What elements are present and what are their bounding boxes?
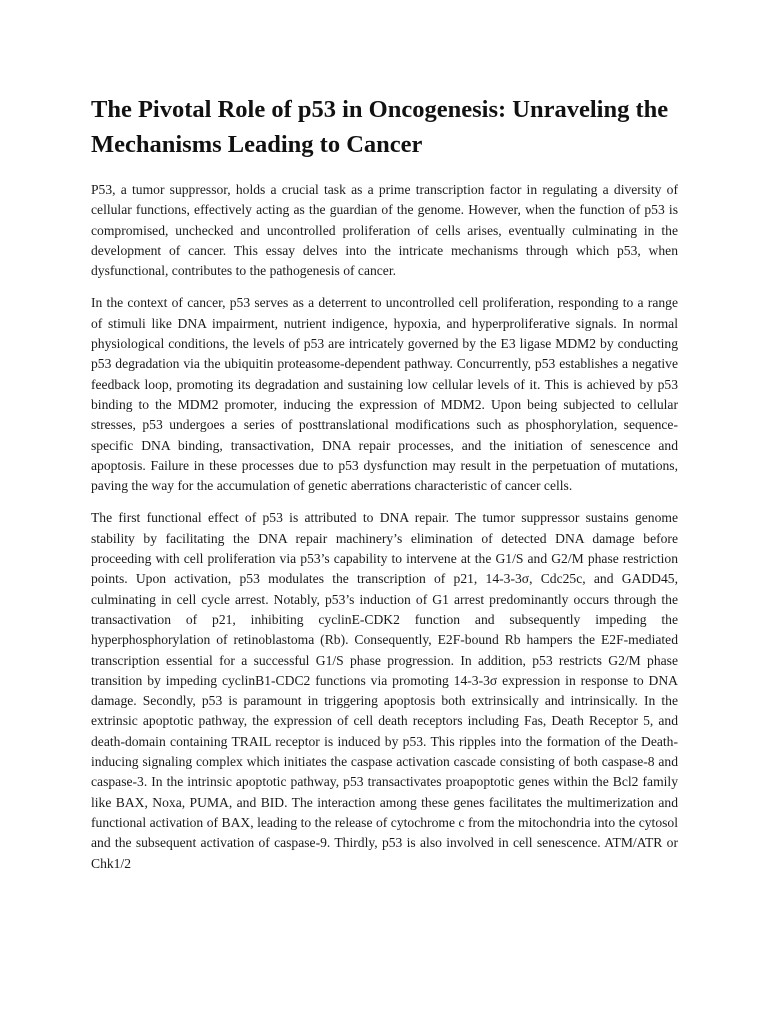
paragraph-functional-effects: The first functional effect of p53 is attributed to DNA repair. The tumor suppressor sustains genome stability by facilitating the DNA repair machinery’s elimination of detected DNA damage before proceeding with cell proliferation via p53’s capability to intervene at the G1/S and G2/M phase restriction points. Upon activation, p53 modulates the transcription of p21, 14-3-3σ, Cdc25c, and GADD45, culminating in cell cycle arrest. Notably, p53’s induction of G1 arrest predominantly occurs through the transactivation of p21, inhibiting cyclinE-CDK2 function and subsequently impeding the hyperphosphorylation of retinoblastoma (Rb). Consequently, E2F-bound Rb hampers the E2F-mediated transcription essential for a successful G1/S phase progression. In addition, p53 restricts G2/M phase transition by impeding cyclinB1-CDC2 functions via promoting 14-3-3σ expression in response to DNA damage. Secondly, p53 is paramount in triggering apoptosis both extrinsically and intrinsically. In the extrinsic apoptotic pathway, the expression of cell death receptors including Fas, Death Receptor 5, and death-domain containing TRAIL receptor is induced by p53. This ripples into the formation of the Death-inducing signaling complex which initiates the caspase activation cascade consisting of both caspase-8 and caspase-3. In the intrinsic apoptotic pathway, p53 transactivates proapoptotic genes within the Bcl2 family like BAX, Noxa, PUMA, and BID. The interaction among these genes facilitates the multimerization and functional activation of BAX, leading to the release of cytochrome c from the mitochondria into the cytosol and the subsequent activation of caspase-9. Thirdly, p53 is also involved in cell senescence. ATM/ATR or Chk1/2 — [91, 510, 678, 871]
document-page — [91, 92, 678, 886]
paragraph-introduction: P53, a tumor suppressor, holds a crucial task as a prime transcription factor in regulating a diversity of cellular functions, effectively acting as the guardian of the genome. However, when the function of p53 is compromised, unchecked and uncontrolled proliferation of cells arises, eventually culminating in the development of cancer. This essay delves into the intricate mechanisms through which p53, when dysfunctional, contributes to the pathogenesis of cancer. — [91, 182, 678, 279]
document-title: The Pivotal Role of p53 in Oncogenesis: Unraveling the Mechanisms Leading to Cancer — [91, 96, 669, 158]
paragraph-context: In the context of cancer, p53 serves as a deterrent to uncontrolled cell proliferation, responding to a range of stimuli like DNA impairment, nutrient indigence, hypoxia, and hyperproliferative signals. In normal physiological conditions, the levels of p53 are intricately governed by the E3 ligase MDM2 by conducting p53 degradation via the ubiquitin proteasome-dependent pathway. Concurrently, p53 establishes a negative feedback loop, promoting its degradation and sustaining low cellular levels of it. This is achieved by p53 binding to the MDM2 promoter, inducing the expression of MDM2. Upon being subjected to cellular stresses, p53 undergoes a series of posttranslational modifications such as phosphorylation, sequence-specific DNA binding, transactivation, DNA repair processes, and the initiation of senescence and apoptosis. Failure in these processes due to p53 dysfunction may result in the perpetuation of mutations, paving the way for the accumulation of genetic aberrations characteristic of cancer cells. — [91, 295, 678, 494]
